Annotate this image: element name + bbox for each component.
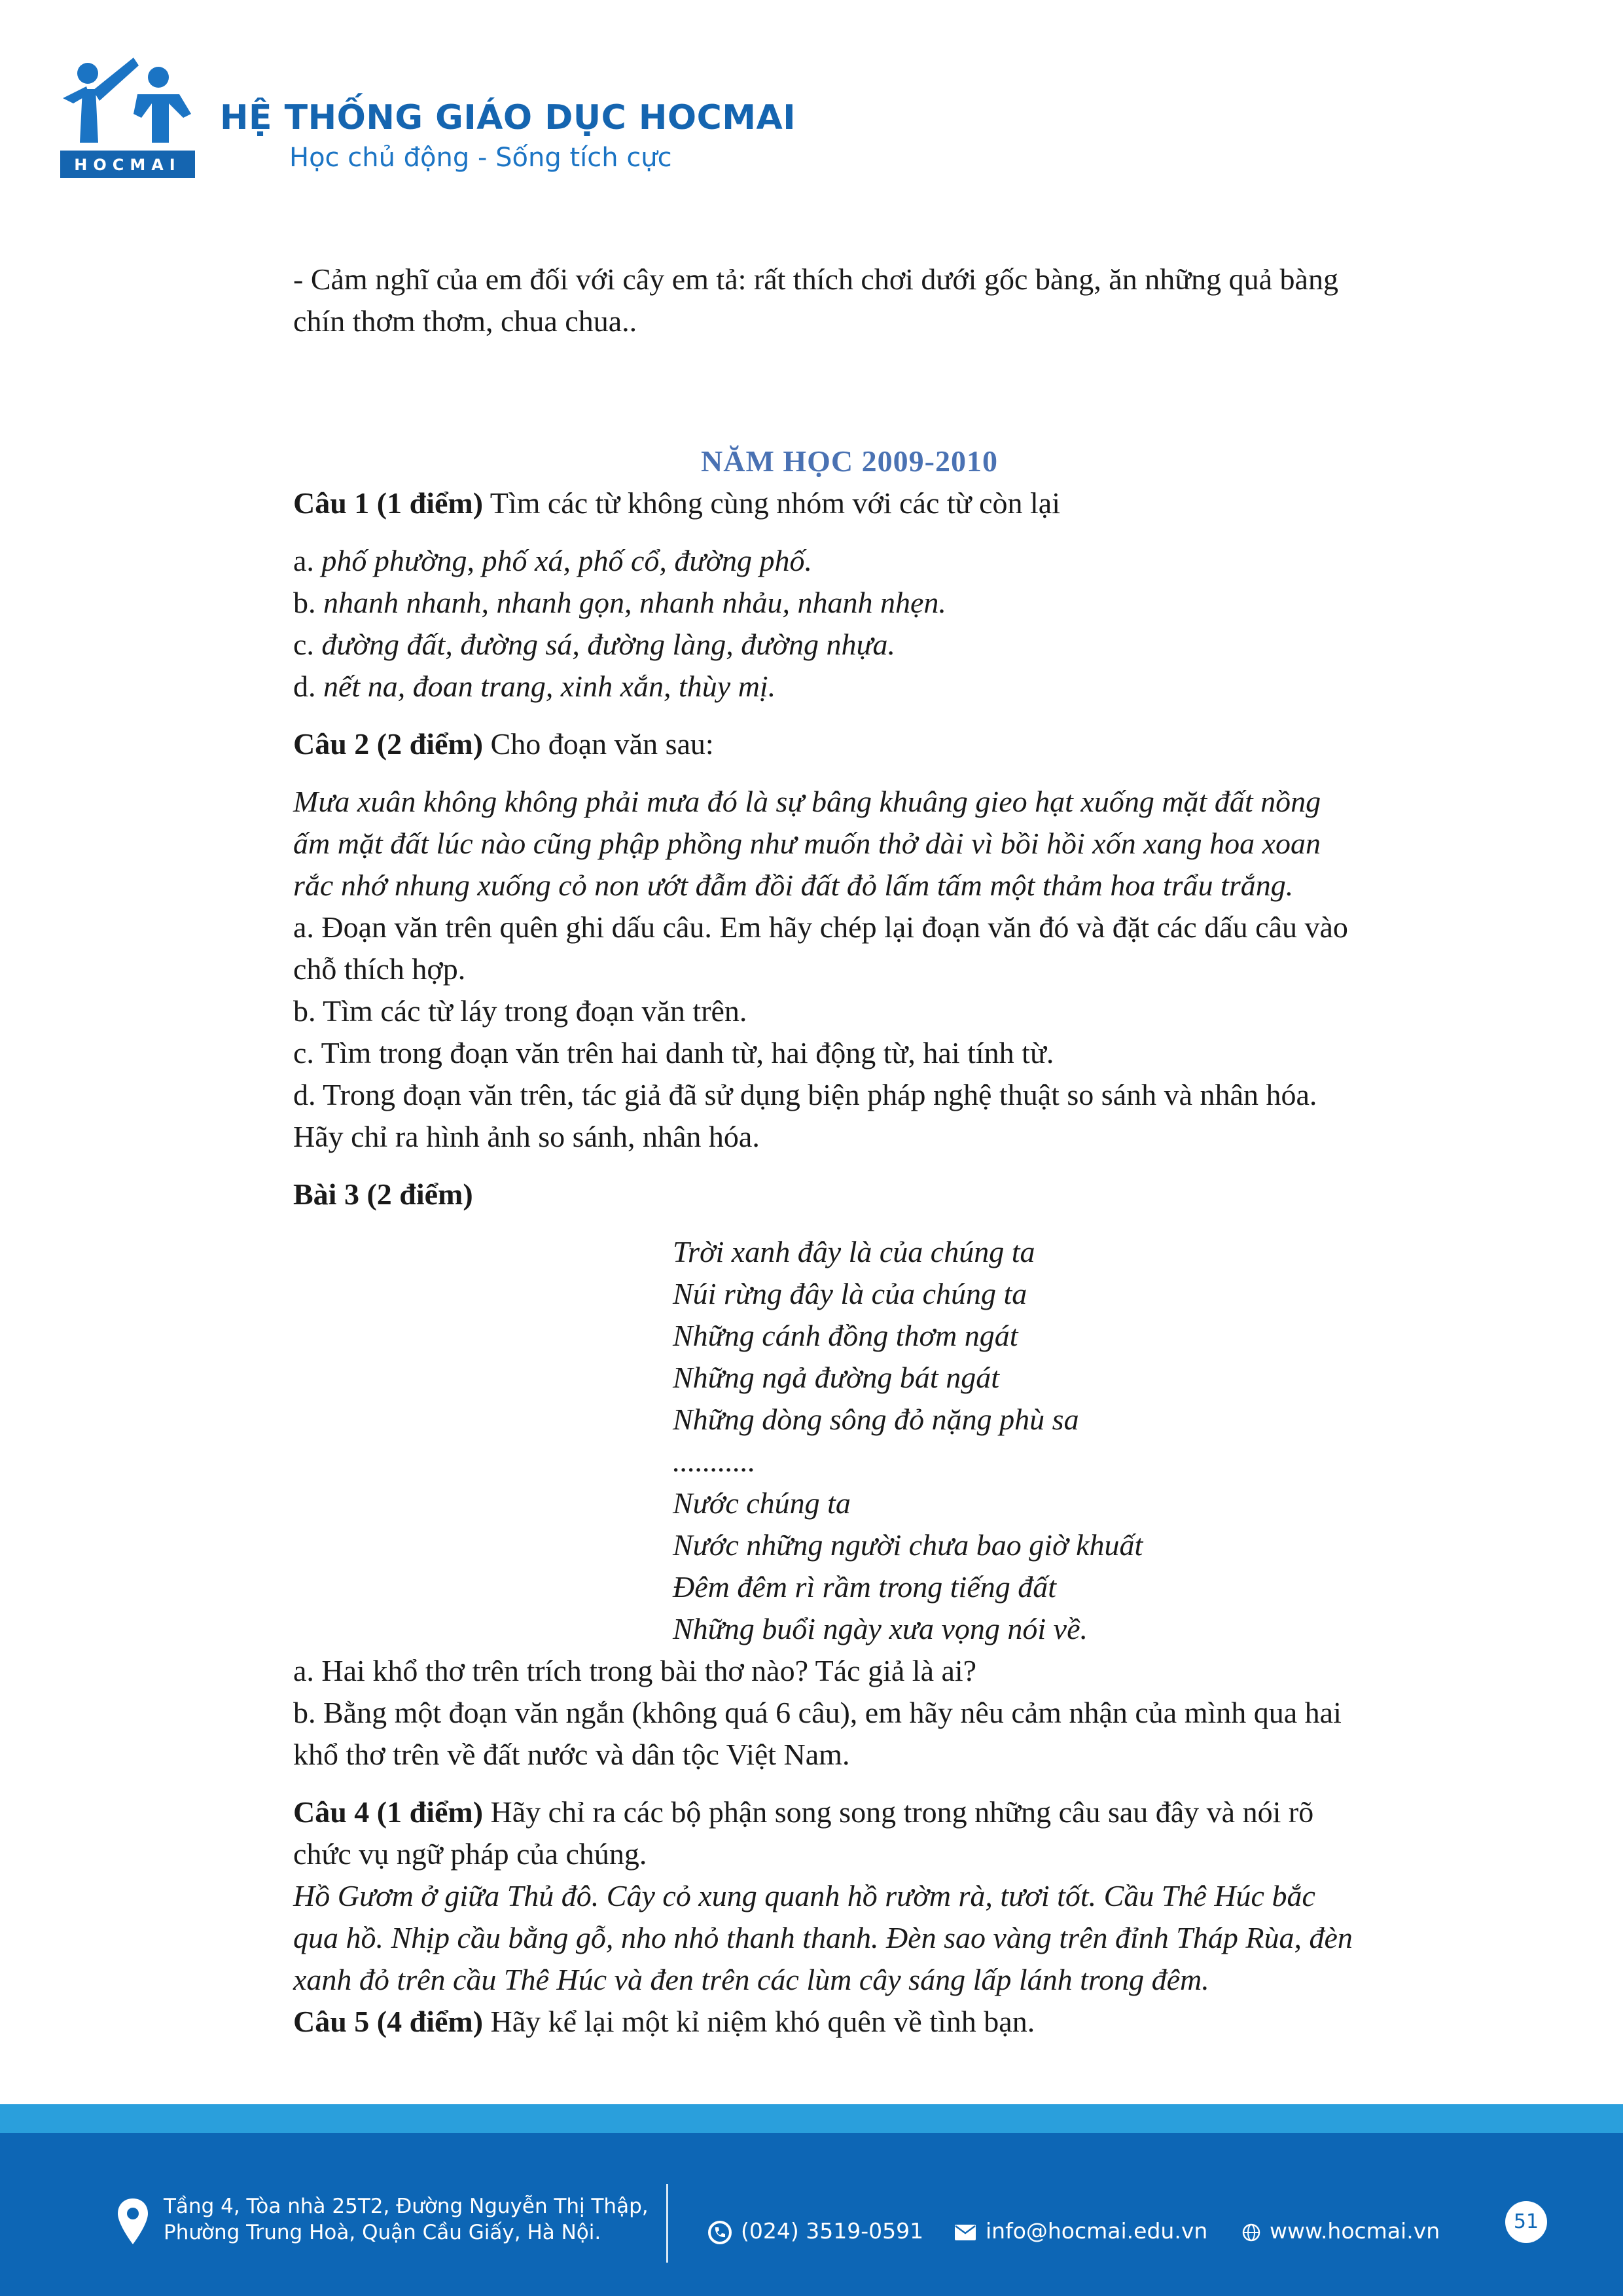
globe-icon (1242, 2223, 1260, 2242)
page-footer (0, 2133, 1623, 2296)
poem-line: Những ngả đường bát ngát (673, 1361, 999, 1394)
question-text: Tìm các từ không cùng nhóm với các từ còn lại (483, 486, 1060, 520)
question-4 (293, 1791, 1406, 1833)
email-address: info@hocmai.edu.vn (986, 2218, 1208, 2244)
option-a (293, 540, 1406, 582)
poem-line: Những buổi ngày xưa vọng nói về. (673, 1612, 1088, 1645)
sub-item: b. Tìm các từ láy trong đoạn văn trên. (293, 994, 747, 1028)
question-label: Câu 4 (1 điểm) (293, 1795, 484, 1829)
footer-phone[interactable] (708, 2218, 923, 2244)
option-text: đường đất, đường sá, đường làng, đường nhựa. (321, 628, 896, 661)
passage-line: Hồ Gươm ở giữa Thủ đô. Cây cỏ xung quanh hồ rườm rà, tươi tốt. Cầu Thê Húc bắc (293, 1879, 1315, 1912)
sub-item: c. Tìm trong đoạn văn trên hai danh từ, hai động từ, hai tính từ. (293, 1036, 1054, 1069)
question-text: Cho đoạn văn sau: (483, 727, 714, 761)
page-number: 51 (1505, 2201, 1547, 2243)
option-prefix: c. (293, 628, 322, 661)
intro-line: - Cảm nghĩ của em đối với cây em tả: rất thích chơi dưới gốc bàng, ăn những quả bàng (293, 262, 1338, 296)
option-d (293, 666, 1406, 708)
document-body (293, 259, 1406, 2043)
poem-line: Núi rừng đây là của chúng ta (673, 1277, 1027, 1310)
question-2 (293, 723, 1406, 765)
passage-line: qua hồ. Nhịp cầu bằng gỗ, nho nhỏ thanh thanh. Đèn sao vàng trên đỉnh Tháp Rùa, đèn (293, 1921, 1353, 1954)
address-line: Tầng 4, Tòa nhà 25T2, Đường Nguyễn Thị Thập, (164, 2195, 649, 2218)
location-pin-icon (116, 2197, 149, 2246)
poem-line: Nước những người chưa bao giờ khuất (673, 1528, 1143, 1562)
sub-item: d. Trong đoạn văn trên, tác giả đã sử dụng biện pháp nghệ thuật so sánh và nhân hóa. (293, 1078, 1317, 1111)
sub-item: chỗ thích hợp. (293, 952, 466, 986)
year-heading: NĂM HỌC 2009-2010 (701, 444, 998, 478)
page-header (0, 0, 1623, 196)
footer-address (164, 2193, 649, 2246)
poem-line: Nước chúng ta (673, 1486, 851, 1520)
question-text: Hãy kể lại một kỉ niệm khó quên về tình bạn. (483, 2005, 1035, 2038)
passage-line: xanh đỏ trên cầu Thê Húc và đen trên các lùm cây sáng lấp lánh trong đêm. (293, 1963, 1209, 1996)
question-label: Câu 1 (1 điểm) (293, 486, 484, 520)
phone-icon (708, 2221, 732, 2244)
brand-slogan: Học chủ động - Sống tích cực (289, 143, 672, 173)
phone-number: (024) 3519-0591 (741, 2218, 924, 2244)
question-text: Hãy chỉ ra các bộ phận song song trong những câu sau đây và nói rõ (483, 1795, 1314, 1829)
question-text: chức vụ ngữ pháp của chúng. (293, 1837, 647, 1871)
question-1 (293, 482, 1406, 524)
option-text: nết na, đoan trang, xinh xắn, thùy mị. (323, 670, 776, 703)
option-c (293, 624, 1406, 666)
sub-item: b. Bằng một đoạn văn ngắn (không quá 6 câu), em hãy nêu cảm nhận của mình qua hai (293, 1696, 1342, 1729)
brand-title: HỆ THỐNG GIÁO DỤC HOCMAI (220, 98, 796, 137)
question-label: Câu 2 (2 điểm) (293, 727, 484, 761)
passage-line: ấm mặt đất lúc nào cũng phập phồng như muốn thở dài vì bồi hồi xốn xang hoa xoan (293, 827, 1321, 860)
poem-ellipsis: ........... (673, 1444, 756, 1478)
poem-line: Những cánh đồng thơm ngát (673, 1319, 1018, 1352)
passage-line: Mưa xuân không không phải mưa đó là sự bâng khuâng gieo hạt xuống mặt đất nồng (293, 785, 1321, 818)
option-prefix: d. (293, 670, 323, 703)
intro-line: chín thơm thơm, chua chua.. (293, 304, 637, 338)
sub-item: a. Đoạn văn trên quên ghi dấu câu. Em hãy chép lại đoạn văn đó và đặt các dấu câu vào (293, 910, 1348, 944)
footer-stripe (0, 2104, 1623, 2133)
question-label: Câu 5 (4 điểm) (293, 2005, 484, 2038)
poem-line: Trời xanh đây là của chúng ta (673, 1235, 1035, 1268)
footer-website[interactable] (1242, 2218, 1440, 2244)
question-5 (293, 2001, 1406, 2043)
question-3-label: Bài 3 (2 điểm) (293, 1177, 473, 1211)
sub-item: Hãy chỉ ra hình ảnh so sánh, nhân hóa. (293, 1120, 760, 1153)
option-text: nhanh nhanh, nhanh gọn, nhanh nhảu, nhanh nhẹn. (323, 586, 946, 619)
footer-email[interactable] (954, 2218, 1207, 2244)
option-prefix: a. (293, 544, 322, 577)
option-prefix: b. (293, 586, 323, 619)
website-url: www.hocmai.vn (1270, 2218, 1440, 2244)
sub-item: a. Hai khổ thơ trên trích trong bài thơ nào? Tác giả là ai? (293, 1654, 977, 1687)
hocmai-logo (60, 51, 195, 179)
logo-text: HOCMAI (74, 156, 181, 174)
poem-line: Đêm đêm rì rầm trong tiếng đất (673, 1570, 1057, 1604)
poem-line: Những dòng sông đỏ nặng phù sa (673, 1403, 1079, 1436)
address-line: Phường Trung Hoà, Quận Cầu Giấy, Hà Nội. (164, 2221, 601, 2244)
option-b (293, 582, 1406, 624)
passage-line: rắc nhớ nhung xuống cỏ non ướt đẫm đồi đất đỏ lấm tấm một thảm hoa trẩu trắng. (293, 869, 1294, 902)
footer-divider (666, 2184, 668, 2263)
mail-icon (954, 2224, 976, 2241)
sub-item: khổ thơ trên về đất nước và dân tộc Việt Nam. (293, 1738, 850, 1771)
option-text: phố phường, phố xá, phố cổ, đường phố. (321, 544, 813, 577)
